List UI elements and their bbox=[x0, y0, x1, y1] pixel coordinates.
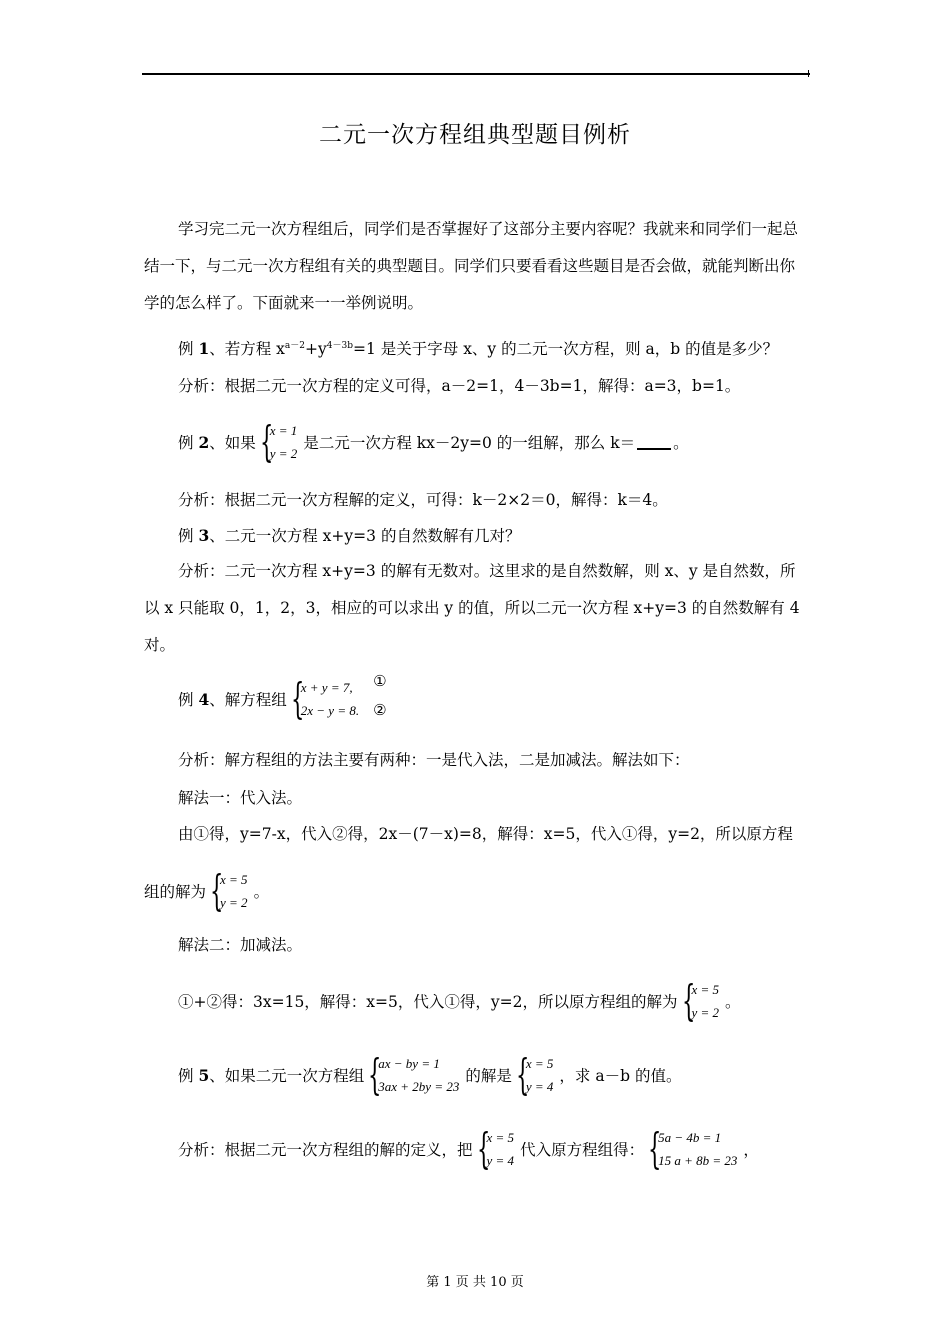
intro-paragraph: 学习完二元一次方程组后，同学们是否掌握好了这部分主要内容呢？我就来和同学们一起总结一下，与二元一次方程组有关的典型题目。同学们只要看看这些题目是否会做，就能判断出你学的怎么样了。下面就来一一举例说明。 bbox=[144, 220, 799, 312]
method-2-line: ①+②得：3x=15，解得：x=5，代入①得，y=2，所以原方程组的解为 { x = 5 y = 2 。 bbox=[178, 976, 741, 1025]
equation-system: { ax − by = 1 3ax + 2by = 23 bbox=[368, 1050, 460, 1099]
method-1-solution: 组的解为 { x = 5 y = 2 。 bbox=[144, 866, 270, 915]
equation-system: { 5a − 4b = 1 15 a + 8b = 23 bbox=[648, 1124, 738, 1173]
example-5: 例 5 、如果二元一次方程组 { ax − by = 1 3ax + 2by = 23 的解是 { x = 5 y = 4 ，求 a－b 的值。 bbox=[178, 1050, 682, 1099]
page-footer: 第 1 页 共 10 页 bbox=[426, 1275, 524, 1290]
example-3: 例 3、二元一次方程 x+y=3 的自然数解有几对？ bbox=[178, 526, 521, 545]
method-1-line: 由①得，y=7-x，代入②得，2x－(7－x)=8，解得：x=5，代入①得，y=2，所以原方程 bbox=[178, 825, 793, 843]
equation-system: { x = 5 y = 2 bbox=[681, 976, 720, 1025]
method-2-title: 解法二：加减法。 bbox=[178, 936, 303, 954]
analysis-4: 分析：解方程组的方法主要有两种：一是代入法，二是加减法。解法如下： bbox=[178, 751, 690, 769]
equation-system: { x = 5 y = 2 bbox=[210, 866, 248, 915]
example-4: 例 4 、解方程组 { x + y = 7, 2x − y = 8. ① ② bbox=[178, 672, 387, 723]
answer-blank bbox=[637, 434, 671, 450]
method-1-title: 解法一：代入法。 bbox=[178, 789, 303, 807]
solution-system: { x = 5 y = 4 bbox=[515, 1050, 554, 1099]
analysis-5: 分析：根据二元一次方程组的解的定义，把 { x = 5 y = 4 代入原方程组得： { 5a − 4b = 1 15 a + 8b = 23 ， bbox=[178, 1124, 759, 1173]
example-2: 例 2 、如果 { x = 1 y = 2 是二元一次方程 kx－2y=0 的一组解，那么 k＝ 。 bbox=[178, 417, 689, 466]
header-rule-tick bbox=[808, 70, 809, 77]
header-rule bbox=[142, 73, 810, 75]
analysis-3: 分析：二元一次方程 x+y=3 的解有无数对。这里求的是自然数解，则 x、y 是自然数，所以 x 只能取 0，1，2，3，相应的可以求出 y 的值，所以二元一次方程 x+y=3 的自然数解有 4 对。 bbox=[144, 562, 800, 654]
solution-system: { x = 5 y = 4 bbox=[476, 1124, 515, 1173]
equation-system: { x = 1 y = 2 bbox=[259, 417, 298, 466]
analysis-1: 分析：根据二元一次方程的定义可得，a－2=1，4－3b=1，解得：a=3，b=1。 bbox=[178, 377, 741, 395]
analysis-2: 分析：根据二元一次方程解的定义，可得：k－2×2＝0，解得：k＝4。 bbox=[178, 491, 668, 509]
page-title: 二元一次方程组典型题目例析 bbox=[319, 122, 631, 148]
equation-system: { x + y = 7, 2x − y = 8. ① ② bbox=[290, 672, 387, 723]
example-1: 例 1、若方程 $x^{a-2}+y^{4-3b}=1$ 是关于字母 x、y 的二元一次方程，则 a，b 的值是多少？ bbox=[178, 339, 779, 358]
